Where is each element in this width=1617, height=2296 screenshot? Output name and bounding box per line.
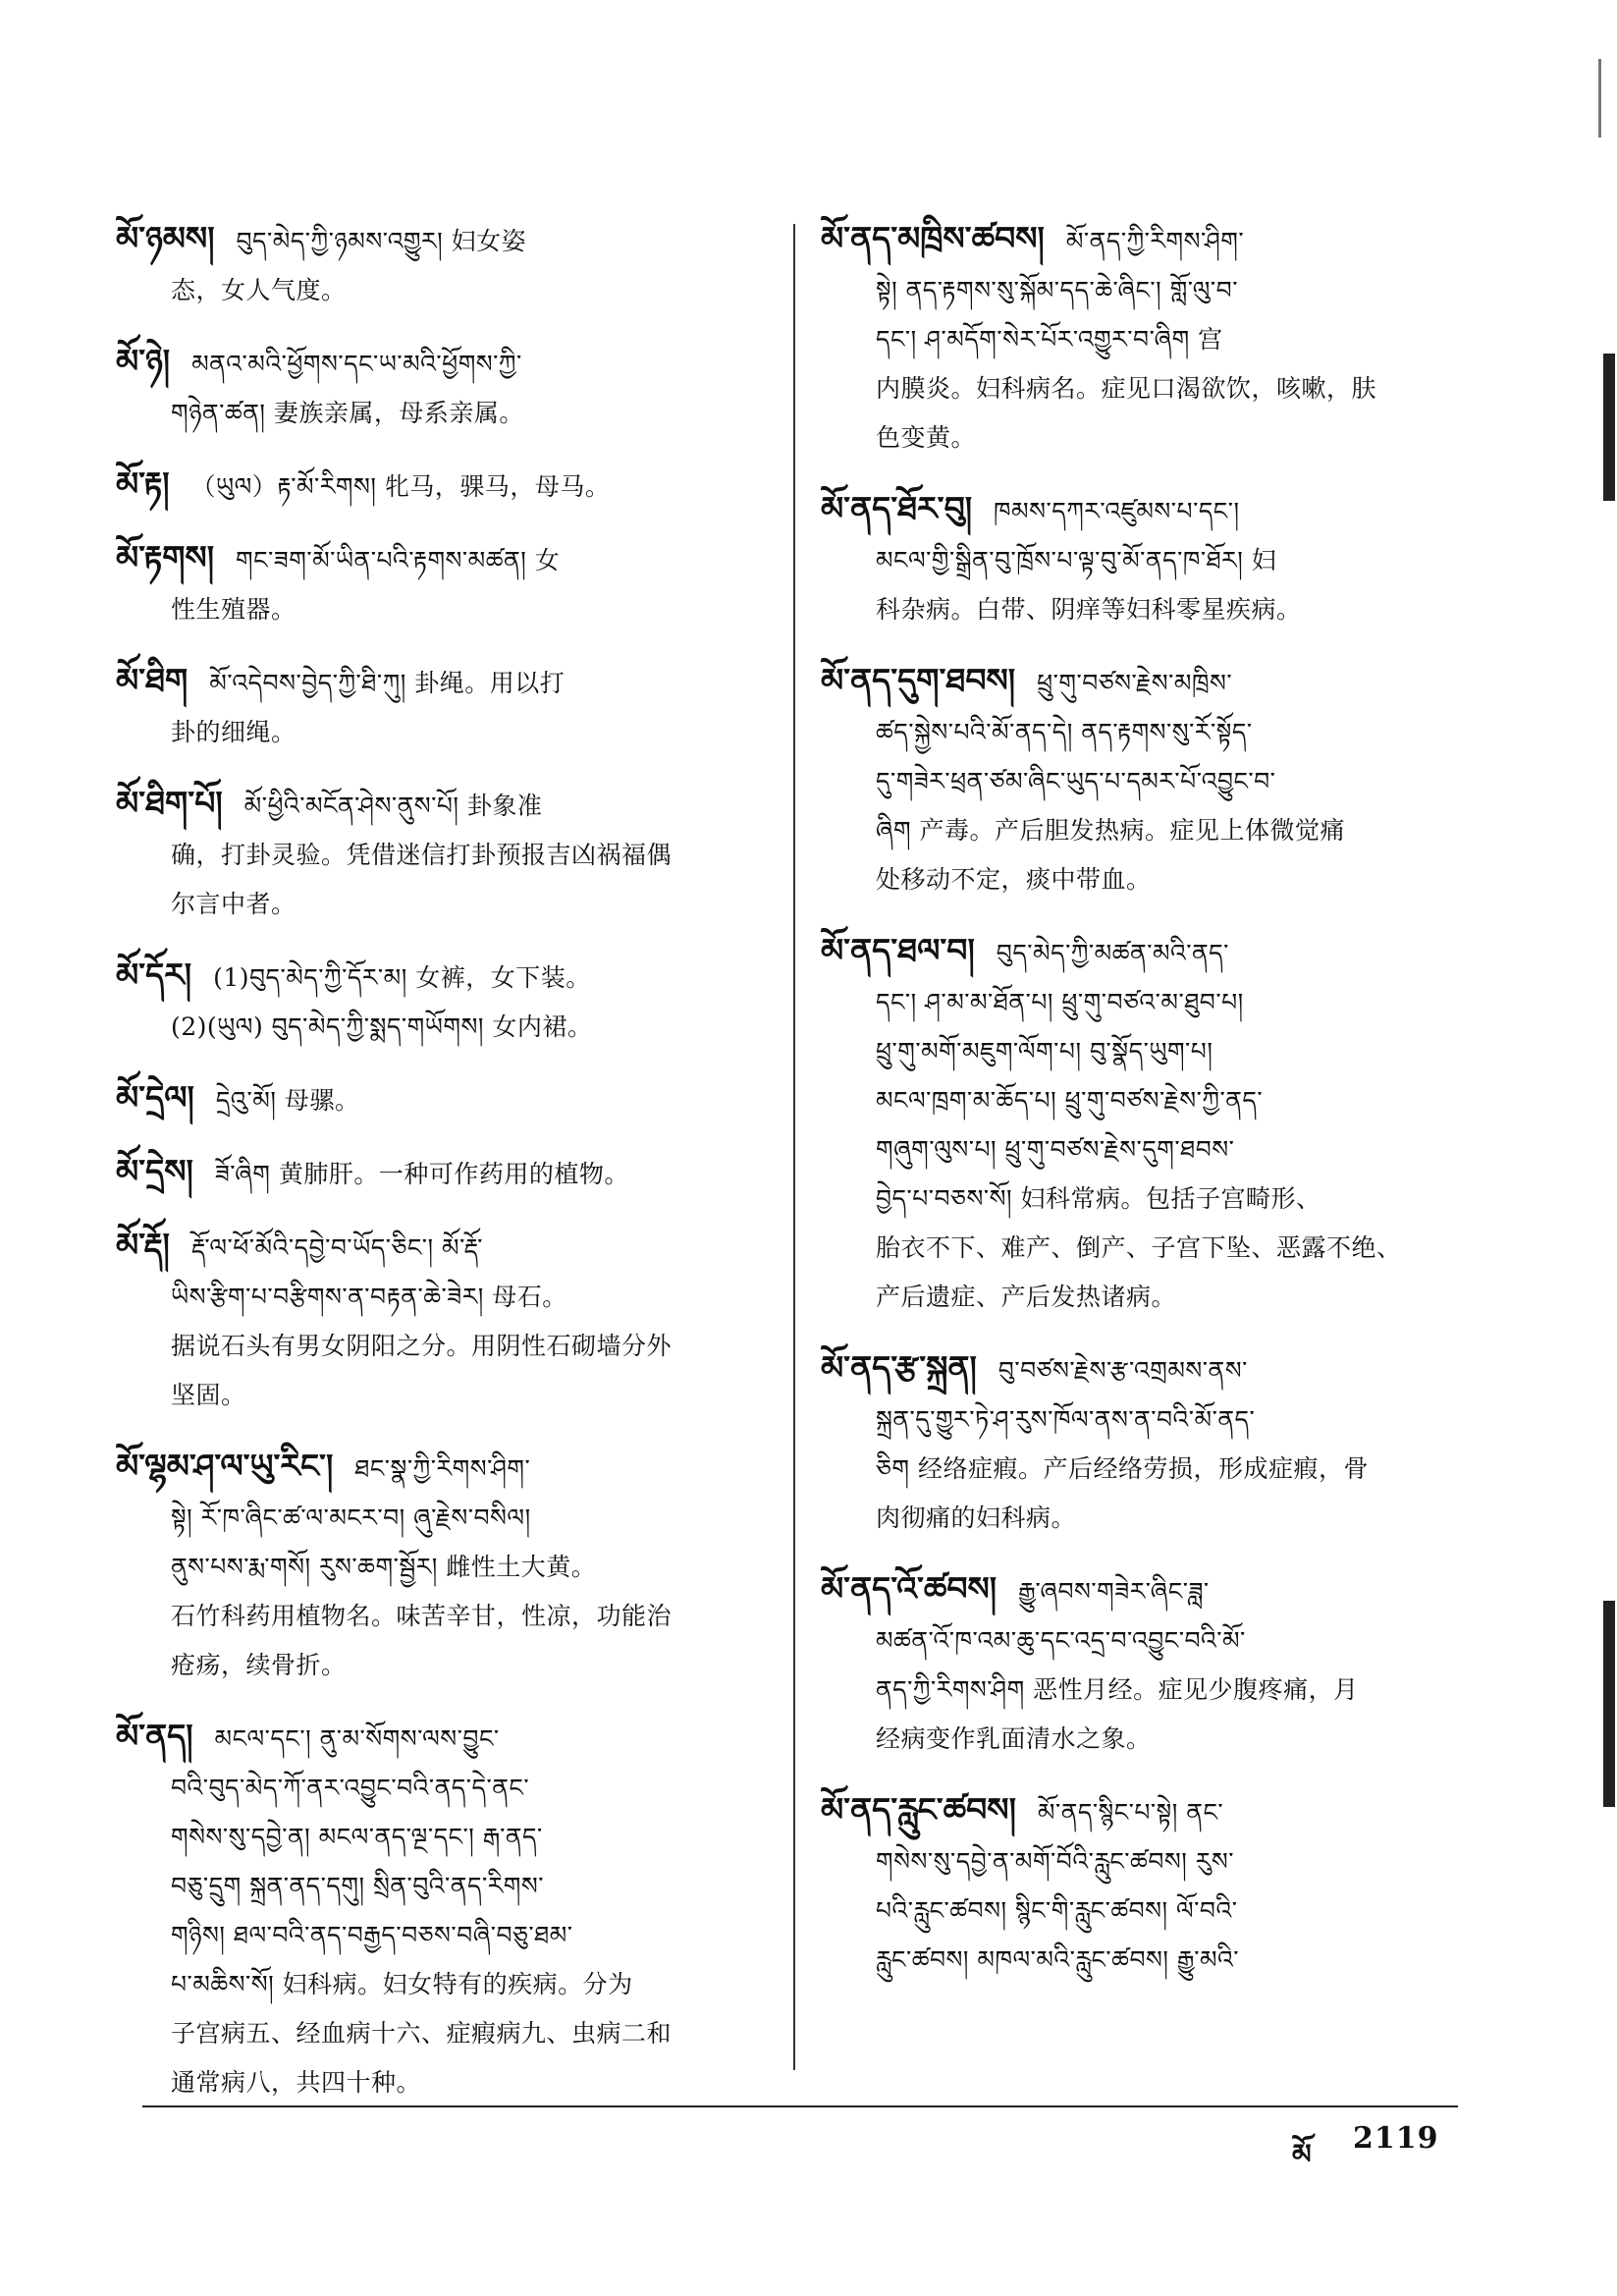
entry-definition-text: གཉིས། ཐལ་བའི་ནད་བརྒྱད་བཅས་བཞི་བཅུ་ཐམ་	[171, 1921, 573, 1949]
entry-definition-text: ནད་ཀྱི་རིགས་ཤིག 恶性月经。症见少腹疼痛，月	[876, 1675, 1359, 1704]
entry-line	[116, 1221, 744, 1273]
dictionary-entry	[116, 533, 744, 634]
dictionary-entry	[116, 1073, 744, 1125]
entry-line	[116, 337, 744, 389]
entry-line	[116, 1322, 744, 1371]
page-number: 2119	[1353, 2121, 1439, 2156]
entry-definition-text: 肉彻痛的妇科病。	[876, 1503, 1077, 1532]
entry-definition-text: གཞུག་ལུས་པ། ཕྲུ་གུ་བཙས་རྗེས་དུག་ཐབས་	[876, 1135, 1235, 1164]
entry-line	[821, 266, 1449, 315]
entry-definition-text: ཕྲུ་གུ་མགོ་མཇུག་ལོག་པ། བུ་སྣོད་ཡུག་པ།	[876, 1037, 1213, 1066]
dictionary-entry	[116, 656, 744, 757]
entry-line	[116, 460, 744, 512]
entry-line	[821, 757, 1449, 806]
entry-definition-text: བཅུ་དྲུག སྐྲན་ནད་དགུ། སྲིན་བུའི་ནད་རིགས་	[171, 1872, 544, 1900]
entry-headword: མོ་རྟགས།	[116, 538, 215, 576]
entry-definition-text: སྟེ། རོ་ཁ་ཞིང་ཚ་ལ་མངར་བ། ཞུ་རྗེས་བསིལ།	[171, 1503, 531, 1532]
entry-definition-text: (2)(ཡུལ) བུད་མེད་ཀྱི་སྨད་གཡོགས། 女内裙。	[171, 1012, 593, 1041]
entry-line	[116, 656, 744, 708]
entry-headword: མོ་ནད།	[116, 1717, 193, 1755]
entry-line	[116, 1813, 744, 1862]
dictionary-entry	[821, 484, 1449, 634]
dictionary-entry	[116, 214, 744, 315]
entry-line	[821, 1886, 1449, 1936]
entry-definition-text: 态，女人气度。	[171, 276, 347, 304]
entry-definition-text: 据说石头有男女阴阳之分。用阴性石砌墙分外	[171, 1332, 673, 1360]
entry-definition-text: 产后遗症、产后发热诸病。	[876, 1283, 1177, 1311]
entry-headword: མོ་ནད་དུག་ཐབས།	[821, 661, 1016, 699]
entry-definition-text: མངལ་གྱི་སྒྲིན་བུ་ཁྲོས་པ་ལྟ་བུ་མོ་ནད་ཁ་ཐོར། 妇	[876, 546, 1277, 574]
dictionary-entry	[116, 1147, 744, 1199]
entry-definition-text: 内膜炎。妇科病名。症见口渴欲饮，咳嗽，肤	[876, 374, 1377, 403]
entry-definition-text: (1)བུད་མེད་ཀྱི་དོར་མ། 女裤，女下装。	[213, 963, 591, 992]
entry-line	[821, 708, 1449, 757]
entry-line	[821, 1666, 1449, 1715]
entry-definition-text: མངལ་དང་། ནུ་མ་སོགས་ལས་བྱུང་	[214, 1724, 500, 1753]
entry-line	[821, 1936, 1449, 1985]
entry-headword: མོ་རྡོ།	[116, 1226, 170, 1264]
entry-line	[116, 585, 744, 634]
entry-definition-text: རླུང་ཚབས། མཁལ་མའི་རླུང་ཚབས། རྒྱུ་མའི་	[876, 1945, 1239, 1974]
entry-definition-text: མནའ་མའི་ཕྱོགས་དང་ཡ་མའི་ཕྱོགས་ཀྱི་	[191, 350, 522, 378]
column-divider	[793, 224, 795, 2070]
entry-headword: མོ་ལྷམ་ཤ་ལ་ཡུ་རིང་།	[116, 1447, 334, 1485]
entry-definition-text: སྐྲན་དུ་གྱུར་ཏེ་ཤ་རུས་ཁོལ་ནས་ན་བའི་མོ་ནད་	[876, 1405, 1256, 1434]
entry-line	[821, 1076, 1449, 1125]
entry-line	[116, 533, 744, 585]
entry-line	[821, 806, 1449, 855]
entry-definition-text: མོ་ནད་ཀྱི་རིགས་ཤིག་	[1065, 227, 1245, 255]
entry-line	[821, 855, 1449, 904]
entry-definition-text: 疮疡，续骨折。	[171, 1651, 347, 1679]
entry-definition-text: ཐང་སྣ་ཀྱི་རིགས་ཤིག་	[354, 1454, 531, 1483]
entry-definition-text: དྲེའུ་མོ། 母骡。	[215, 1086, 360, 1115]
entry-definition-text: ནུས་པས་རྨ་གསོ། རུས་ཆག་སྦྱོར། 雌性土大黄。	[171, 1553, 597, 1581]
entry-definition-text: མོ་ཕྱིའི་མངོན་ཤེས་ནུས་པོ། 卦象准	[243, 792, 543, 820]
entry-definition-text: ཚད་སྐྱེས་པའི་མོ་ནད་དེ། ནད་རྟགས་སུ་རོ་སྟོད་	[876, 718, 1253, 746]
entry-line	[821, 315, 1449, 364]
dictionary-entry	[116, 1221, 744, 1420]
entry-line	[116, 1862, 744, 1911]
entry-line	[116, 389, 744, 438]
entry-line	[821, 1343, 1449, 1395]
entry-line	[821, 1027, 1449, 1076]
entry-definition-text: པའི་རླུང་ཚབས། སྙིང་གི་རླུང་ཚབས། ལོ་བའི་	[876, 1896, 1238, 1925]
entry-line	[116, 1073, 744, 1125]
entry-line	[821, 926, 1449, 978]
entry-line	[116, 831, 744, 880]
entry-line	[116, 708, 744, 757]
entry-line	[821, 1616, 1449, 1666]
dictionary-entry	[821, 1785, 1449, 1985]
entry-definition-text: ཅིག 经络症瘕。产后经络劳损，形成症瘕，骨	[876, 1454, 1369, 1483]
entry-headword: མོ་དོར།	[116, 956, 192, 994]
entry-definition-text: ཕྲུ་གུ་བཙས་རྗེས་མཁྲིས་	[1037, 669, 1233, 697]
entry-line	[116, 1273, 744, 1322]
right-column	[821, 214, 1449, 2006]
entry-definition-text: 确，打卦灵验。凭借迷信打卦预报吉凶祸福偶	[171, 841, 673, 869]
entry-headword: མོ་ནད་མཁྲིས་ཚབས།	[821, 219, 1045, 257]
entry-definition-text: ཞིག 产毒。产后胆发热病。症见上体微觉痛	[876, 816, 1346, 845]
entry-definition-text: 经病变作乳面清水之象。	[876, 1724, 1152, 1753]
entry-line	[821, 1494, 1449, 1543]
entry-definition-text: 科杂病。白带、阴痒等妇科零星疾病。	[876, 595, 1302, 624]
entry-definition-text: མངལ་ཁྲག་མ་ཆོད་པ། ཕྲུ་གུ་བཙས་རྗེས་ཀྱི་ནད་	[876, 1086, 1264, 1115]
entry-line	[116, 1960, 744, 2009]
entry-line	[116, 1712, 744, 1764]
entry-definition-text: 色变黄。	[876, 423, 977, 452]
entry-definition-text: མོ་འདེབས་བྱེད་ཀྱི་ཐི་ཀུ། 卦绳。用以打	[209, 669, 566, 697]
entry-definition-text: （ཡུལ）རྟ་མོ་རིགས། 牝马，骒马，母马。	[190, 472, 611, 501]
dictionary-entry	[116, 1442, 744, 1690]
entry-headword: མོ་ནད་ཐལ་བ།	[821, 931, 975, 969]
entry-line	[821, 1224, 1449, 1273]
entry-line	[821, 1395, 1449, 1445]
entry-line	[116, 951, 744, 1003]
entry-definition-text: མཚན་འོ་ཁ་འམ་ཆུ་དང་འདྲ་བ་འབྱུང་བའི་མོ་	[876, 1626, 1246, 1655]
dictionary-entry	[116, 779, 744, 929]
entry-line	[821, 484, 1449, 536]
entry-line	[116, 880, 744, 929]
entry-definition-text: བྱེད་པ་བཅས་སོ། 妇科常病。包括子宫畸形、	[876, 1184, 1321, 1213]
entry-line	[116, 1147, 744, 1199]
entry-line	[821, 978, 1449, 1027]
entry-line	[116, 1442, 744, 1494]
entry-line	[116, 1911, 744, 1960]
entry-definition-text: གསེས་སུ་དབྱེ་ན། མངལ་ནད་ལྔ་དང་། རྒ་ནད་	[171, 1823, 543, 1851]
entry-line	[821, 585, 1449, 634]
entry-definition-text: དུ་གཟེར་ཕྲན་ཙམ་ཞིང་ཡུད་པ་དམར་པོ་འབྱུང་བ་	[876, 767, 1276, 795]
entry-line	[821, 1785, 1449, 1837]
entry-line	[821, 1125, 1449, 1175]
entry-line	[821, 656, 1449, 708]
entry-line	[116, 266, 744, 315]
entry-definition-text: པ་མཆིས་སོ། 妇科病。妇女特有的疾病。分为	[171, 1970, 633, 1998]
entry-headword: མོ་ཉེ།	[116, 342, 171, 380]
dictionary-entry	[116, 337, 744, 438]
entry-line	[116, 779, 744, 831]
entry-headword: མོ་དྲེས།	[116, 1152, 193, 1190]
entry-headword: མོ་ཐིག་པོ།	[116, 784, 223, 822]
entry-headword: མོ་ནད་འོ་ཚབས།	[821, 1569, 997, 1608]
entry-definition-text: བའི་བུད་མེད་ཀོ་ནར་འབྱུང་བའི་ནད་དེ་ནང་	[171, 1774, 530, 1802]
entry-definition-text: 处移动不定，痰中带血。	[876, 865, 1152, 894]
entry-definition-text: རྒྱུ་ཞབས་གཟེར་ཞིང་ཟླ་	[1018, 1577, 1210, 1606]
entry-definition-text: བུད་མེད་ཀྱི་མཚན་མའི་ནད་	[996, 939, 1229, 967]
folio-letter: མོ	[1292, 2138, 1312, 2170]
entry-definition-text: གང་ཟག་མོ་ཡིན་པའི་རྟགས་མཚན། 女	[236, 546, 561, 574]
dictionary-entry	[116, 951, 744, 1052]
entry-headword: མོ་ནད་རྩ་སྐྲན།	[821, 1348, 977, 1387]
entry-line	[116, 1641, 744, 1690]
entry-headword: མོ་རྟ།	[116, 465, 170, 503]
entry-definition-text: དང་། ཤ་མདོག་སེར་པོར་འགྱུར་བ་ཞིག 宫	[876, 325, 1223, 354]
entry-definition-text: ཡིས་རྩིག་པ་བརྩིགས་ན་བརྟན་ཆེ་ཟེར། 母石。	[171, 1283, 567, 1311]
entry-definition-text: 子宫病五、经血病十六、症瘕病九、虫病二和	[171, 2019, 673, 2048]
entry-line	[116, 1371, 744, 1420]
entry-definition-text: 胎衣不下、难产、倒产、子宫下坠、恶露不绝、	[876, 1233, 1402, 1262]
entry-headword: མོ་ཉམས།	[116, 219, 215, 257]
dictionary-entry	[116, 1712, 744, 2107]
entry-definition-text: གསེས་སུ་དབྱེ་ན་མགོ་བོའི་རླུང་ཚབས། རུས་	[876, 1847, 1234, 1876]
entry-definition-text: བུ་བཙས་རྗེས་རྩ་འགྲམས་ནས་	[997, 1356, 1248, 1385]
entry-line	[821, 1445, 1449, 1494]
entry-definition-text: ཟོ་ཞིག 黄肺肝。一种可作药用的植物。	[214, 1160, 629, 1188]
entry-line	[116, 1592, 744, 1641]
entry-line	[821, 214, 1449, 266]
entry-line	[116, 1543, 744, 1592]
entry-line	[116, 1003, 744, 1052]
entry-headword: མོ་ཐིག	[116, 661, 189, 699]
entry-definition-text: 卦的细绳。	[171, 718, 296, 746]
entry-definition-text: བུད་མེད་ཀྱི་ཉམས་འགྱུར། 妇女姿	[236, 227, 527, 255]
entry-line	[116, 1494, 744, 1543]
dictionary-entry	[821, 1343, 1449, 1543]
scan-mark-top	[1598, 59, 1601, 137]
dictionary-entry	[821, 926, 1449, 1322]
entry-headword: མོ་དྲེལ།	[116, 1078, 194, 1117]
entry-line	[116, 214, 744, 266]
entry-line	[821, 1564, 1449, 1616]
dictionary-entry	[821, 656, 1449, 904]
dictionary-entry	[821, 214, 1449, 463]
entry-line	[821, 413, 1449, 463]
entry-headword: མོ་ནད་རླུང་ཚབས།	[821, 1790, 1016, 1829]
dictionary-entry	[116, 460, 744, 512]
entry-definition-text: 石竹科药用植物名。味苦辛甘，性凉，功能治	[171, 1602, 673, 1630]
entry-definition-text: རྡོ་ལ་ཕོ་མོའི་དབྱེ་བ་ཡོད་ཅིང་། མོ་རྡོ་	[190, 1233, 483, 1262]
left-column	[116, 214, 744, 2129]
entry-definition-text: མོ་ནད་སྙིང་པ་སྟེ། ནང་	[1037, 1798, 1224, 1827]
entry-definition-text: 坚固。	[171, 1381, 246, 1409]
entry-line	[116, 2058, 744, 2107]
footer-rule	[142, 2105, 1458, 2107]
entry-line	[116, 2009, 744, 2058]
entry-definition-text: 尔言中者。	[171, 890, 296, 918]
entry-definition-text: 通常病八，共四十种。	[171, 2068, 422, 2097]
entry-headword: མོ་ནད་ཐོར་བུ།	[821, 489, 973, 527]
scan-edge-marks	[1595, 354, 1617, 1581]
entry-definition-text: གཉེན་ཚན། 妻族亲属，母系亲属。	[171, 399, 524, 427]
dictionary-entry	[821, 1564, 1449, 1764]
entry-line	[116, 1764, 744, 1813]
entry-line	[821, 1273, 1449, 1322]
entry-line	[821, 1837, 1449, 1886]
entry-definition-text: ཁམས་དཀར་འཛུམས་པ་དང་།	[994, 497, 1240, 525]
entry-line	[821, 1175, 1449, 1224]
entry-definition-text: སྟེ། ནད་རྟགས་སུ་སྐོམ་དད་ཆེ་ཞིང་། གློ་ལུ་བ་	[876, 276, 1238, 304]
entry-line	[821, 1715, 1449, 1764]
entry-definition-text: 性生殖器。	[171, 595, 296, 624]
entry-definition-text: དང་། ཤ་མ་མ་ཐོན་པ། ཕྲུ་གུ་བཙའ་མ་ཐུབ་པ།	[876, 988, 1244, 1016]
entry-line	[821, 364, 1449, 413]
entry-line	[821, 536, 1449, 585]
